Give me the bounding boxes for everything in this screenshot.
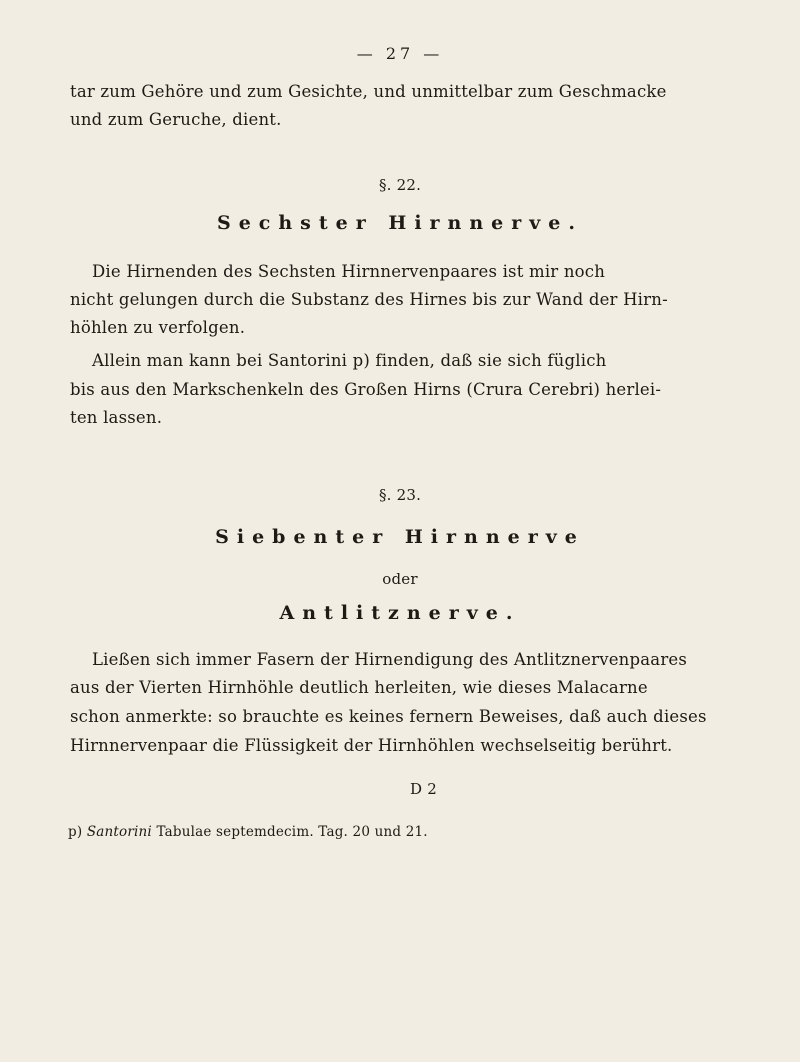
- text-line: tar zum Gehöre und zum Gesichte, und unmittelbar zum Geschmacke: [70, 82, 667, 101]
- text-line: Hirnnervenpaar die Flüssigkeit der Hirnhöhlen wechselseitig berührt.: [70, 736, 673, 755]
- section-subheading: Antlitznerve.: [279, 602, 521, 624]
- footnote-author: Santorini: [86, 824, 152, 840]
- page-number: — 27 —: [356, 44, 444, 63]
- text-line: ten lassen.: [70, 408, 163, 427]
- heading-connector: oder: [382, 570, 418, 588]
- text-line: nicht gelungen durch die Substanz des Hirnes bis zur Wand der Hirn-: [70, 290, 668, 309]
- section-number: §. 22.: [378, 176, 422, 194]
- text-line: aus der Vierten Hirnhöhle deutlich herleiten, wie dieses Malacarne: [70, 678, 648, 697]
- signature-mark: D 2: [410, 780, 437, 798]
- footnote: [68, 824, 428, 840]
- section-heading: Sechster Hirnnerve.: [216, 212, 584, 234]
- text-line: schon anmerkte: so brauchte es keines fernern Beweises, daß auch dieses: [70, 707, 707, 726]
- footnote-marker: p): [68, 824, 83, 840]
- section-number: §. 23.: [378, 486, 422, 504]
- text-line: höhlen zu verfolgen.: [70, 318, 246, 337]
- text-line: Die Hirnenden des Sechsten Hirnnervenpaares ist mir noch: [92, 262, 606, 281]
- text-line: bis aus den Markschenkeln des Großen Hirns (Crura Cerebri) herlei-: [70, 380, 662, 399]
- footnote-text: Tabulae septemdecim. Tag. 20 und 21.: [156, 824, 428, 840]
- text-line: und zum Geruche, dient.: [70, 110, 282, 129]
- section-heading: Siebenter Hirnnerve: [215, 526, 585, 548]
- text-line: Ließen sich immer Fasern der Hirnendigung des Antlitznervenpaares: [92, 650, 688, 669]
- text-line: Allein man kann bei Santorini p) finden, daß sie sich füglich: [92, 351, 607, 370]
